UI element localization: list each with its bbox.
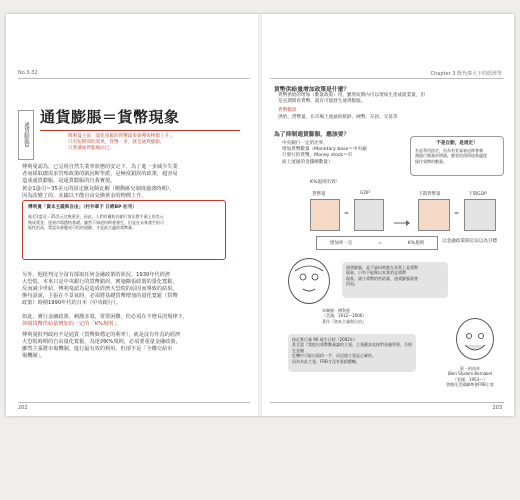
money-supply-term: 貨幣數量 (278, 108, 297, 113)
question-1-body: 貨幣供給的增加（數量政策）用，雖然短期內可以增加生產或就業量，但 是長期間看貨幣，就有可能發生通貨膨脹。 (278, 93, 426, 105)
quote-box (22, 200, 226, 260)
rule-formula-box: 增加率一定 = K%規則 (316, 236, 438, 250)
left-footer-rule (18, 402, 250, 403)
paragraph-2: 黃金1盎司＝35美元的固定匯兌制瓦解（變動匯兌制度過渡時期）， 因為改變了的，美國以不能自由兌換黃金的物價上升。 (22, 186, 175, 199)
left-header: No.3-32 (18, 70, 38, 76)
left-page-number: 202 (18, 405, 28, 411)
friedman-caption: 米爾頓・傅利曼 （美國，1912～2006） 著作『資本主義與自由』 (322, 308, 367, 324)
right-footer-rule (270, 402, 504, 403)
friedman-portrait (288, 258, 330, 304)
rule-result: 以金融政策制訂法以為目標 (442, 239, 498, 244)
gdp-bar (354, 199, 384, 231)
title-rule (40, 130, 240, 131)
question-2: 為了抑制通貨膨脹，應該要？ (274, 132, 350, 138)
left-page (6, 14, 260, 416)
page-title: 通貨膨脹＝貨幣現象 (40, 108, 180, 126)
arrow-icon (394, 211, 410, 217)
next-money-label: 下期貨幣量 (418, 192, 441, 197)
right-header-rule (270, 78, 504, 79)
paragraph-1: 傅利曼認為，已呈現自然失業率狀態的安定下，為了進一步減少失業 者而採取總需求管理政策的凱因斯學派，是極度錯誤的政策，超容易 造成通貨膨脹，是通貨膨脹的自我實現。 (22, 164, 178, 184)
paragraph-4: 如此，實行金融政策，刺激多寡，常常困難，但必須在不增長的規律下， 抑制貨幣供給量增加的一定的「K%規則」。 (22, 314, 189, 327)
right-page-number: 203 (492, 405, 502, 411)
money-supply-definition: 供給、貨幣量，在市場上流通的紙鈔、硬幣、存款、交易等 (278, 115, 398, 120)
money-bar (310, 199, 340, 231)
bernanke-caption: 班・柏南奇 (Ben Shalom Bernake) （美國，1953～） 曾擔任美國聯準會FRB主席 (446, 366, 494, 388)
paragraph-3: 另外，他批判完全沒有採取任何金融政策的狀況。1930年代經濟 大恐慌，本來只是中央銀行的貨幣錯誤，實施擴張政策的量化寬鬆， 反而減少世給，傅利曼認為是造成經濟大恐慌的原因而導致的結果。 換句話說，主張在不景氣時，必須將基礎貨幣增加的量化寬鬆（貨幣 政策）時期1990年代的日本（中央銀行）。 (22, 272, 178, 306)
equals-sign-2: = (454, 210, 460, 217)
question-1: 貨幣供給量增加政策是什麼？ (274, 87, 350, 93)
quote-body: 視至1盎司＝35美元兌換黃金，因此，人們有戴防內銷行貨出將手頭上的美元 換成黃金，達到市場價格基礎。雖然不知道何時會發生，但是在未來發生的可 能性很高，我認為會變成可怕的通膨，才是最合適的貨幣量。 (28, 214, 164, 231)
left-header-rule (18, 78, 250, 79)
k-rule-note: K%規則有效！ (310, 180, 341, 185)
lead-text: 傅利曼主張「量化寬鬆的貨幣政策會導致物價上升」。 只有短期間的效果，貨幣一多，就是通貨膨脹， 只會讓通貨膨脹而已。 (68, 134, 176, 152)
speech-bubble-bernanke: 接近實行量 90 歲生日時（2002年） 甚至說『我提出貨幣數量論的主張，主張應該直接對金融管理，否則在金融 危機中可能出現的一手，而這個主張是正確的。 因為有此主張，FRB才沒有重蹈覆轍。 (288, 334, 416, 372)
next-gdp-label: 下期GDP (468, 192, 487, 197)
speech-bubble-rule: 不是自動，是規定！ 若是利用固定，因為有景氣衰退時會刺 激銀行總量的增減，應要依照情境來適度 操作貨幣的數量。 (410, 136, 504, 176)
next-money-bar (418, 199, 450, 231)
gdp-label: GDP (360, 191, 370, 196)
paragraph-5: 傅利曼批判政府不是通貨（貨幣與穩定的利率），就是沒有作為的經濟 大恐慌時期的自由量化寬鬆，為達到K%規則，必須要重量金融政策， 雖然主張將市場機制，進行最有效的利用，但卻不是「全權交給市 場機制」。 (22, 332, 181, 359)
money-label: 貨幣量 (312, 192, 326, 197)
book-spread (6, 14, 514, 416)
right-page (260, 14, 514, 416)
bernanke-portrait (456, 318, 494, 360)
section-tag: 通貨膨脹2 (18, 110, 34, 160)
central-bank-explanation: 中央銀行一定的比率， 增加貨幣數量（Monetary base＝中央銀 行發行的貨幣，Money stock＝市 面上流通的金錢總數量） (282, 141, 367, 165)
next-gdp-bar (464, 199, 496, 231)
speech-bubble-friedman: 通貨膨脹，是不論何時都在本質上是貨幣 現象，只有不能夠以本質的是貨幣 現象，減少貨幣的供給量，通貨膨脹就會 消退。 (342, 262, 448, 298)
equals-sign: = (344, 210, 350, 217)
quote-title: 傅利曼「資本主義與自由」（村井章子 日經BP 社刊） (28, 205, 137, 210)
right-header: Chapter 3 既代偉大下的經濟學 (430, 71, 502, 77)
